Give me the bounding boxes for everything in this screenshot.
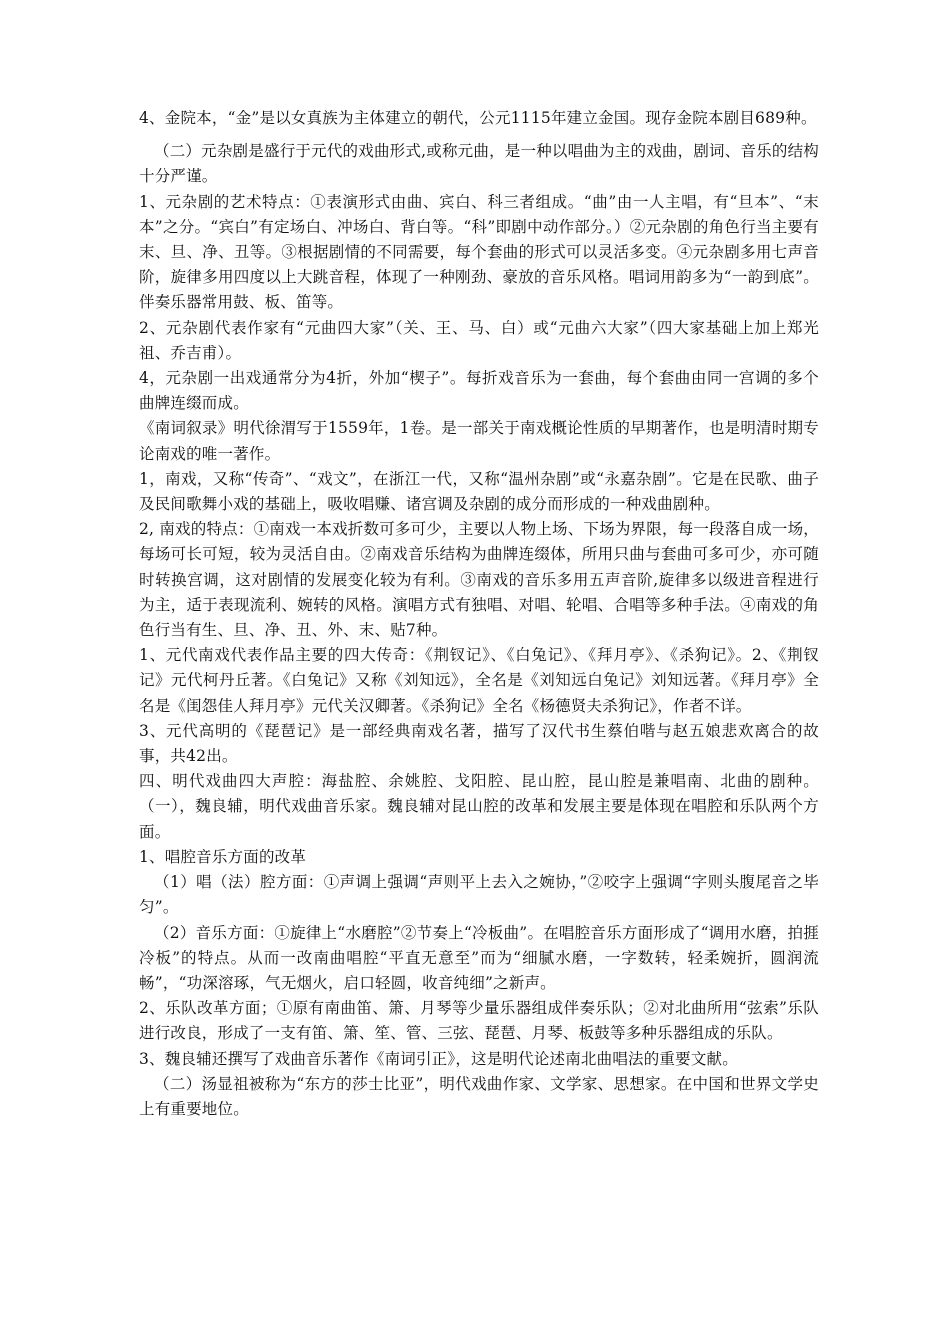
- paragraph-yuan-zaju-authors: 2、元杂剧代表作家有“元曲四大家”（关、王、马、白）或“元曲六大家”（四大家基础上加上郑光祖、乔吉甫）。: [139, 318, 819, 362]
- paragraph-nanxi-definition: 1，南戏，又称“传奇”、“戏文”，在浙江一代，又称“温州杂剧”或“永嘉杂剧”。它是在民歌、曲子及民间歌舞小戏的基础上，吸收唱赚、诸宫调及杂剧的成分而形成的一种戏曲剧种。: [139, 469, 819, 514]
- paragraph-nanci-yinzheng: 3、魏良辅还撰写了戏曲音乐著作《南词引正》，这是明代论述南北曲唱法的重要文献。: [139, 1049, 738, 1068]
- paragraph-vocal-method: （1）唱（法）腔方面：①声调上强调“声则平上去入之婉协，”②咬字上强调“字则头腹尾音之毕匀”。: [139, 873, 819, 917]
- paragraph-jin-yuanben: 4、金院本，“金”是以女真族为主体建立的朝代，公元1115年建立金国。现存金院本剧目689种。: [139, 109, 817, 127]
- paragraph-yuan-zaju-intro: （二）元杂剧是盛行于元代的戏曲形式,或称元曲，是一种以唱曲为主的戏曲，剧词、音乐的结构十分严谨。: [139, 142, 819, 186]
- paragraph-nanci-xulu: 《南词叙录》明代徐渭写于1559年，1卷。是一部关于南戏概论性质的早期著作，也是明清时期专论南戏的唯一著作。: [139, 419, 819, 463]
- paragraph-music-aspect: （2）音乐方面：①旋律上“水磨腔”②节奏上“冷板曲”。在唱腔音乐方面形成了“调用水磨，拍捱冷板”的特点。从而一改南曲唱腔“平直无意至”而为“细腻水磨，一字数转，轻柔婉折，圆润流畅”，“功深溶琢，气无烟火，启口轻圆，收音纯细”之新声。: [139, 923, 819, 992]
- paragraph-pipa-ji: 3、元代高明的《琵琶记》是一部经典南戏名著，描写了汉代书生蔡伯喈与赵五娘悲欢离合的故事，共42出。: [139, 721, 819, 766]
- paragraph-yuan-zaju-structure: 4，元杂剧一出戏通常分为4折，外加“楔子”。每折戏音乐为一套曲，每个套曲由同一宫调的多个曲牌连缀而成。: [139, 369, 819, 413]
- paragraph-band-reform: 2、乐队改革方面；①原有南曲笛、箫、月琴等少量乐器组成伴奏乐队；②对北曲所用“弦索”乐队进行改良，形成了一支有笛、箫、笙、管、三弦、琵琶、月琴、板鼓等多种乐器组成的乐队。: [139, 999, 819, 1043]
- paragraph-ming-four-tunes: 四、明代戏曲四大声腔：海盐腔、余姚腔、戈阳腔、昆山腔，昆山腔是兼唱南、北曲的剧种。（一），魏良辅，明代戏曲音乐家。魏良辅对昆山腔的改革和发展主要是体现在唱腔和乐队两个方面。: [139, 772, 819, 841]
- paragraph-tang-xianzu: （二）汤显祖被称为“东方的莎士比亚”，明代戏曲作家、文学家、思想家。在中国和世界文学史上有重要地位。: [139, 1074, 819, 1118]
- paragraph-nanxi-four-works: 1、元代南戏代表作品主要的四大传奇：《荆钗记》、《白兔记》、《拜月亭》、《杀狗记》。2、《荆钗记》元代柯丹丘著。《白兔记》又称《刘知远》，全名是《刘知远白兔记》刘知远著。《拜月亭》全名是《闺怨佳人拜月亭》元代关汉卿著。《杀狗记》全名《杨德贤夫杀狗记》，作者不详。: [139, 646, 819, 715]
- paragraph-nanxi-features: 2, 南戏的特点：①南戏一本戏折数可多可少，主要以人物上场、下场为界限，每一段落自成一场，每场可长可短，较为灵活自由。②南戏音乐结构为曲牌连缀体，所用只曲与套曲可多可少，亦可随时转换宫调，这对剧情的发展变化较为有利。③南戏的音乐多用五声音阶,旋律多以级进音程进行为主，适于表现流利、婉转的风格。演唱方式有独唱、对唱、轮唱、合唱等多种手法。④南戏的角色行当有生、旦、净、丑、外、末、贴7种。: [139, 520, 819, 640]
- paragraph-yuan-zaju-features: 1、元杂剧的艺术特点：①表演形式由曲、宾白、科三者组成。“曲”由一人主唱，有“旦本”、“末本”之分。“宾白”有定场白、冲场白、背白等。“科”即剧中动作部分。）②元杂剧的角色行当主要有末、旦、净、丑等。③根据剧情的不同需要，每个套曲的形式可以灵活多变。④元杂剧多用七声音阶，旋律多用四度以上大跳音程，体现了一种刚劲、豪放的音乐风格。唱词用韵多为“一韵到底”。伴奏乐器常用鼓、板、笛等。: [139, 192, 819, 312]
- paragraph-vocal-reform-heading: 1、唱腔音乐方面的改革: [139, 847, 307, 866]
- document-page: [139, 106, 819, 1122]
